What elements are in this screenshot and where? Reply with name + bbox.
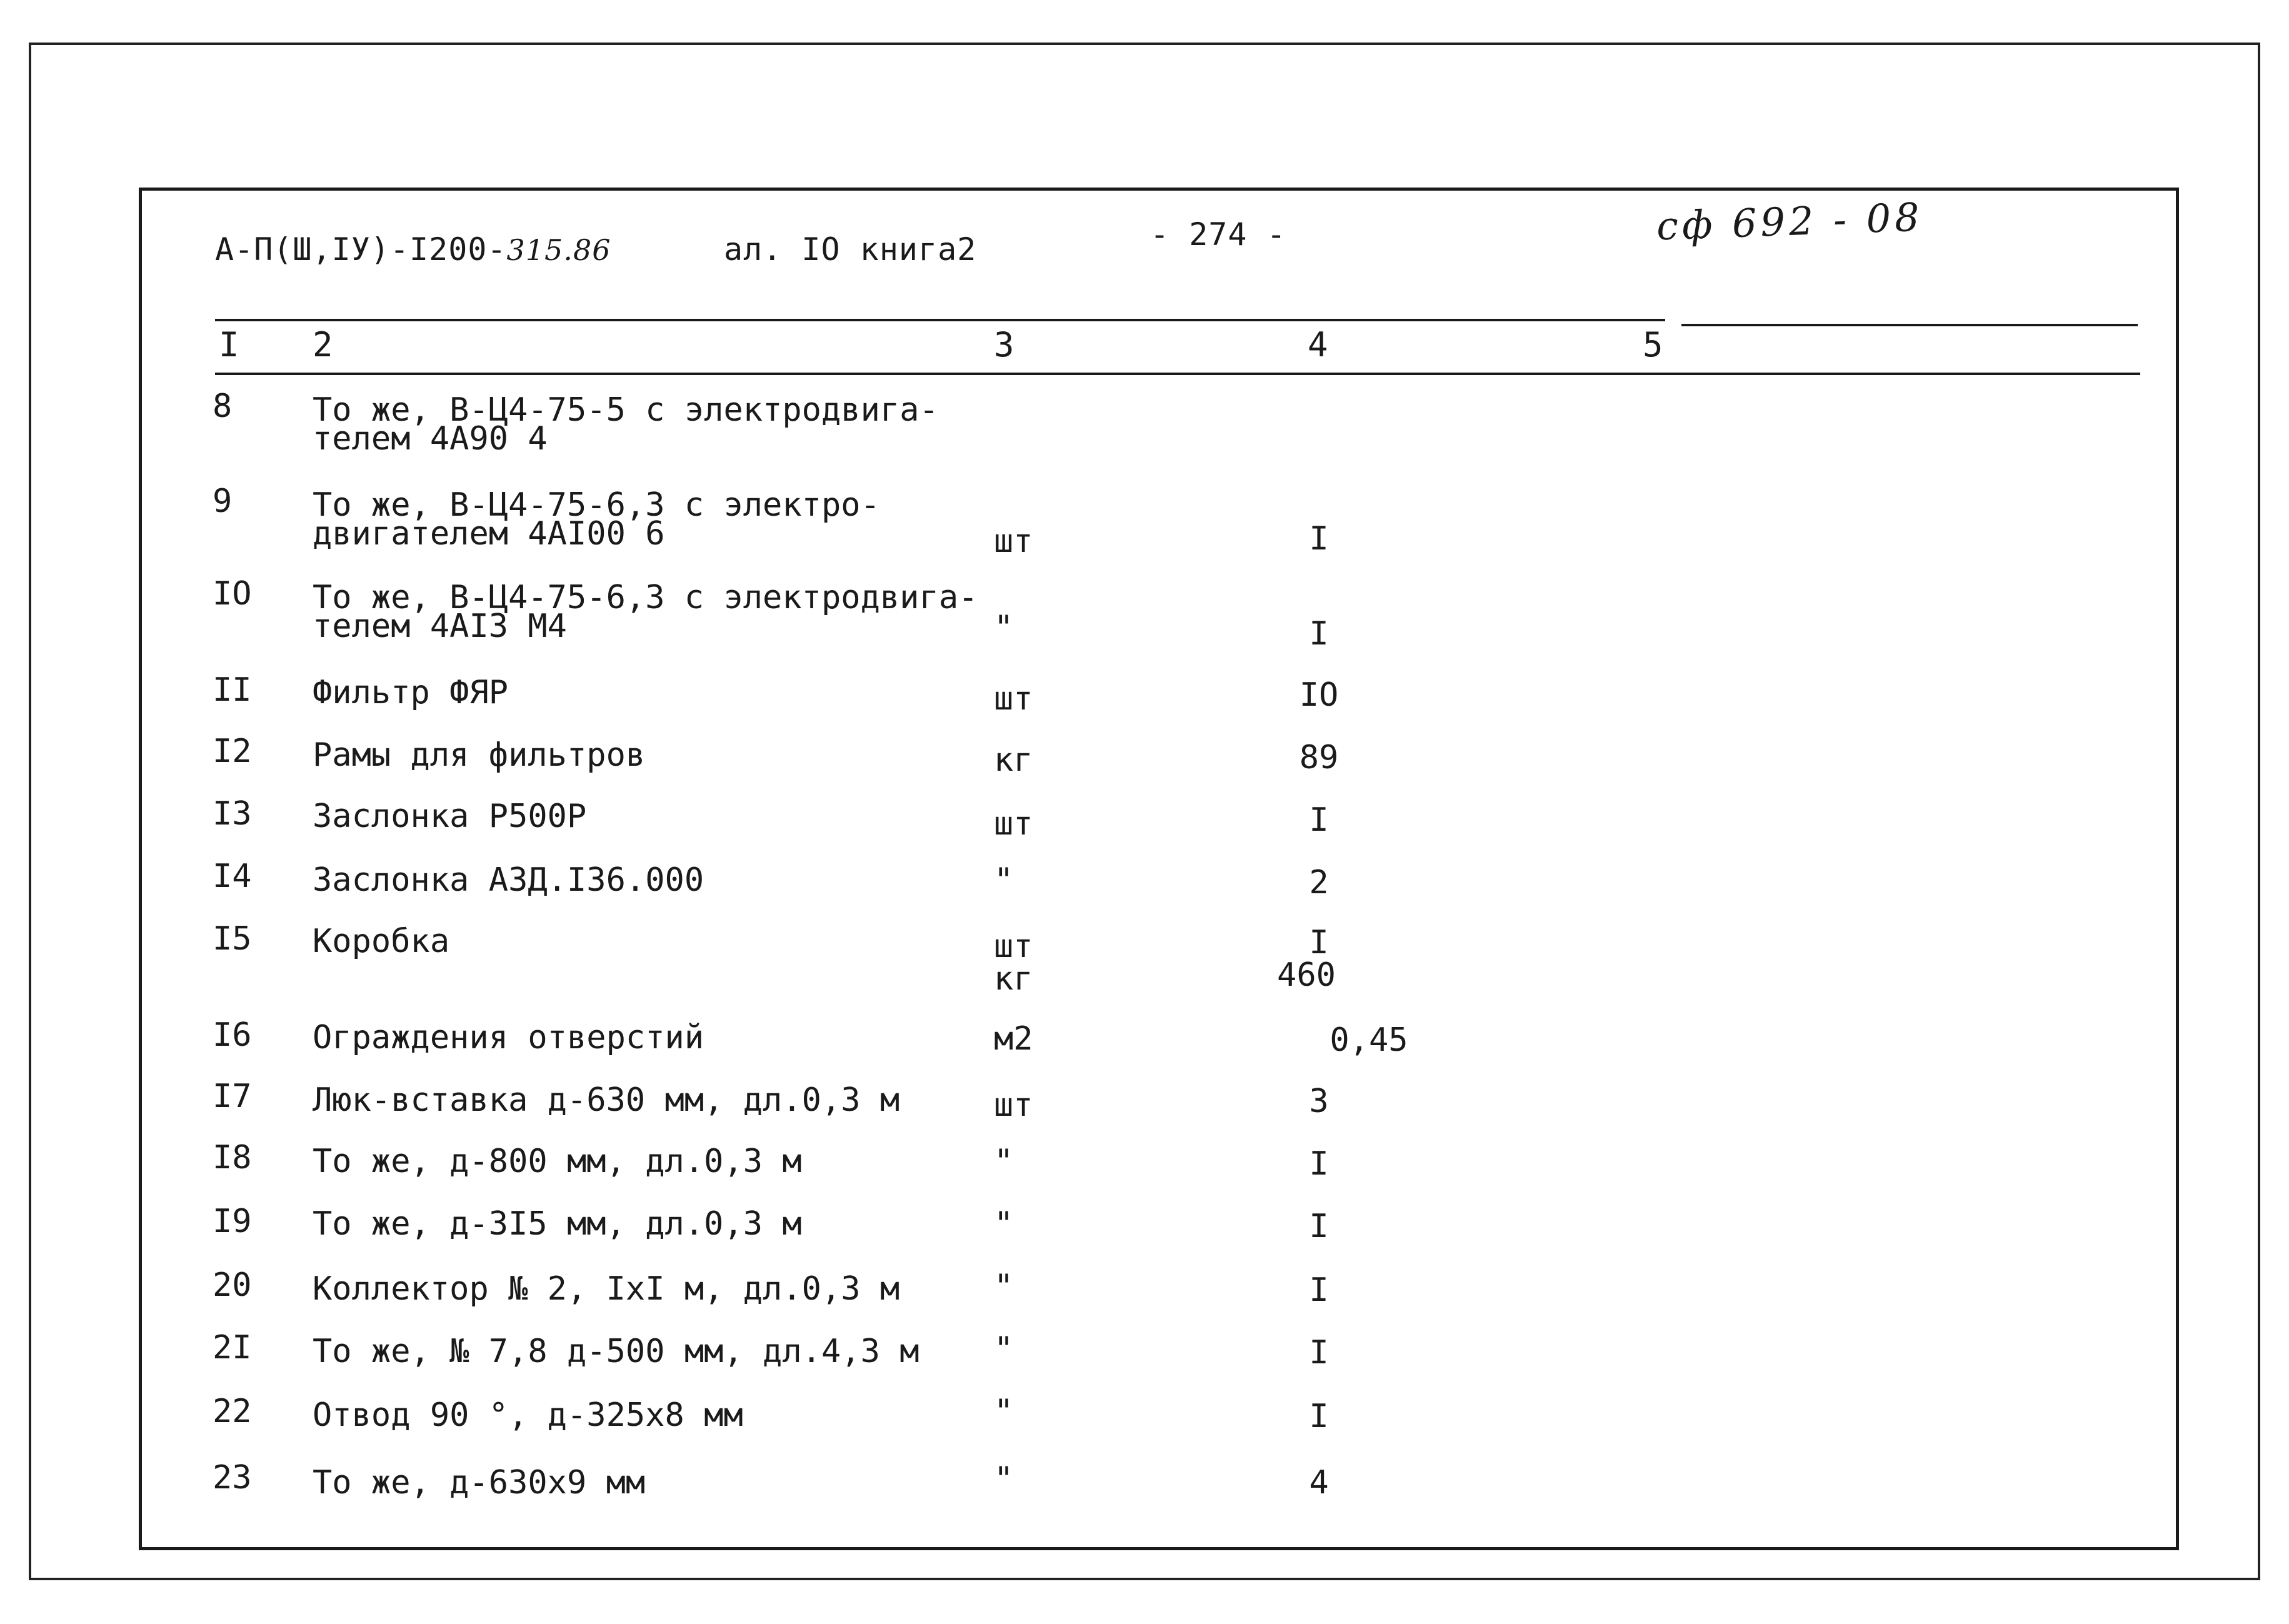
- header-rule-top-right: [1681, 324, 2138, 326]
- row-number: I4: [213, 858, 252, 895]
- album-book: ал. IO книга2: [724, 231, 977, 268]
- row-number: IO: [213, 575, 252, 613]
- doc-code: [215, 231, 611, 268]
- row-unit: ": [994, 1205, 1014, 1243]
- row-qty: I: [1309, 924, 1329, 961]
- row-name-line2: двигателем 4АI00 6: [313, 515, 665, 553]
- row-name: Коробка: [313, 923, 450, 960]
- row-qty: 2: [1309, 864, 1329, 901]
- header-rule-bottom: [215, 373, 2140, 375]
- row-unit: ": [994, 1393, 1014, 1430]
- row-qty: I: [1309, 520, 1329, 558]
- column-header-4: 4: [1308, 325, 1328, 364]
- row-name: Заслонка Р500Р: [313, 798, 587, 835]
- row-name: Отвод 90 °, д-325x8 мм: [313, 1396, 743, 1434]
- row-unit: шт: [994, 1086, 1033, 1124]
- row-name-line1: То же, В-Ц4-75-5 с электродвига-: [313, 391, 939, 429]
- row-number: I3: [213, 795, 252, 833]
- header-rule-top-left: [215, 319, 1665, 321]
- row-qty: 3: [1309, 1083, 1329, 1120]
- page-number: - 274 -: [1150, 216, 1286, 253]
- row-number: I6: [213, 1016, 252, 1054]
- row-qty: I: [1309, 1145, 1329, 1183]
- row-qty: 0,45: [1330, 1021, 1408, 1059]
- row-number: I5: [213, 920, 252, 958]
- row-name: Коллектор № 2, IxI м, дл.0,3 м: [313, 1270, 900, 1308]
- row-number: 22: [213, 1393, 252, 1430]
- row-unit: ": [994, 609, 1014, 646]
- row-unit: шт: [994, 928, 1033, 965]
- row-name: То же, № 7,8 д-500 мм, дл.4,3 м: [313, 1333, 919, 1370]
- row-name: Ограждения отверстий: [313, 1019, 704, 1056]
- row-name: То же, д-3I5 мм, дл.0,3 м: [313, 1205, 802, 1243]
- row-unit: ": [994, 1268, 1014, 1305]
- row-unit: шт: [994, 680, 1033, 718]
- row-number: 9: [213, 483, 233, 520]
- doc-code-suffix: 315.86: [506, 233, 611, 267]
- row-qty: 4: [1309, 1464, 1329, 1501]
- row-qty: I: [1309, 1271, 1329, 1309]
- column-header-1: I: [219, 325, 239, 364]
- row-qty: I: [1309, 1208, 1329, 1245]
- doc-code-prefix: А-П(Ш,IУ)-I200-: [215, 231, 507, 268]
- row-unit: ": [994, 1330, 1014, 1368]
- row-number: 2I: [213, 1329, 252, 1366]
- row-name: Люк-вставка д-630 мм, дл.0,3 м: [313, 1081, 900, 1119]
- column-header-3: 3: [994, 325, 1014, 364]
- row-unit: м2: [994, 1020, 1033, 1058]
- row-number: I2: [213, 733, 252, 770]
- row-number: I9: [213, 1203, 252, 1240]
- row-number: I7: [213, 1078, 252, 1115]
- row-qty: I: [1309, 1334, 1329, 1371]
- row-unit: шт: [994, 523, 1033, 560]
- row-qty-2: 460: [1277, 956, 1336, 994]
- row-name: Фильтр ФЯР: [313, 674, 509, 711]
- row-number: II: [213, 671, 252, 709]
- row-unit-2: кг: [994, 960, 1033, 998]
- row-unit: ": [994, 861, 1014, 899]
- row-qty: I: [1309, 1398, 1329, 1435]
- row-unit: шт: [994, 805, 1033, 843]
- row-name: То же, д-630x9 мм: [313, 1464, 646, 1501]
- row-number: 8: [213, 388, 233, 425]
- column-header-5: 5: [1643, 325, 1663, 364]
- row-name: Заслонка АЗД.I36.000: [313, 861, 704, 899]
- row-qty: IO: [1299, 676, 1339, 714]
- archive-code: сф 692 - 08: [1655, 194, 1924, 249]
- row-name: То же, д-800 мм, дл.0,3 м: [313, 1143, 802, 1180]
- row-qty: I: [1309, 615, 1329, 653]
- row-unit: ": [994, 1460, 1014, 1498]
- row-name-line2: телем 4А90 4: [313, 420, 548, 458]
- row-number: 20: [213, 1266, 252, 1304]
- column-header-2: 2: [313, 325, 333, 364]
- row-unit: кг: [994, 741, 1033, 779]
- row-name-line2: телем 4АI3 М4: [313, 608, 567, 645]
- row-number: I8: [213, 1139, 252, 1176]
- row-qty: I: [1309, 801, 1329, 839]
- row-name-line1: То же, В-Ц4-75-6,3 с электро-: [313, 486, 880, 524]
- row-name: Рамы для фильтров: [313, 736, 646, 774]
- row-unit: ": [994, 1143, 1014, 1180]
- row-name-line1: То же, В-Ц4-75-6,3 с электродвига-: [313, 579, 978, 616]
- row-number: 23: [213, 1459, 252, 1496]
- row-qty: 89: [1299, 739, 1339, 776]
